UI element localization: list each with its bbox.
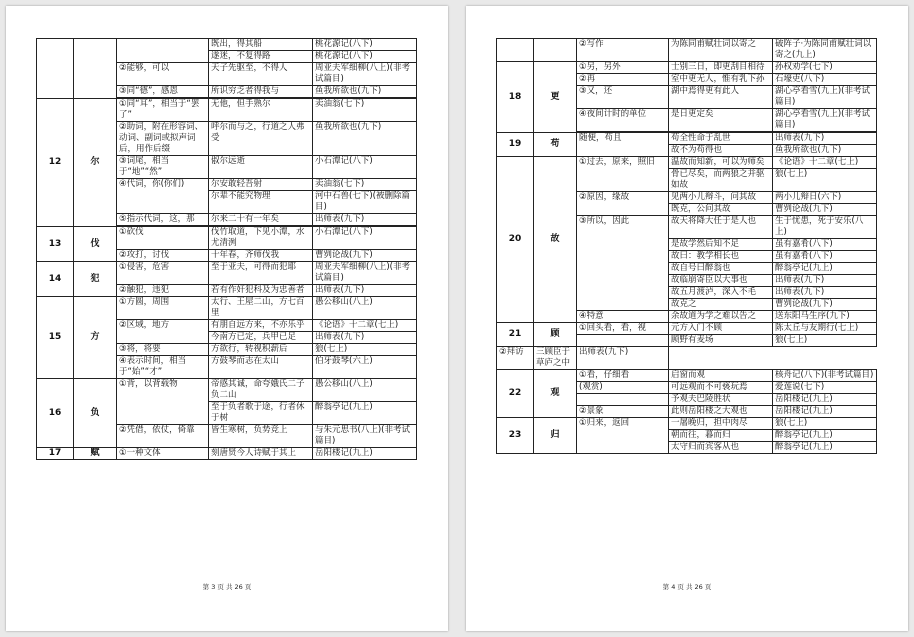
example-sentence-cell: 朝而往，暮而归 bbox=[669, 430, 773, 442]
example-sentence-cell: 故临崩寄臣以大事也 bbox=[669, 275, 773, 287]
example-sentence-cell: 尔辈不能究物理 bbox=[209, 191, 313, 214]
example-sentence-cell: 为陈同甫赋壮词以寄之 bbox=[669, 39, 773, 62]
source-text-cell: 《论语》十二章(七上) bbox=[773, 157, 877, 169]
source-text-cell: 爱莲说(七下) bbox=[773, 382, 877, 394]
table-row bbox=[37, 39, 417, 51]
source-text-cell: 湖心亭看雪(九上)(非考试篇目) bbox=[773, 86, 877, 109]
source-text-cell: 核舟记(八下)(非考试篇目) bbox=[773, 370, 877, 382]
meaning-cell: ③将，将要 bbox=[117, 344, 209, 356]
example-sentence-cell: 士别三日，即更刮目相待 bbox=[669, 62, 773, 74]
source-text-cell: 小石潭记(八下) bbox=[313, 227, 417, 250]
entry-number bbox=[37, 39, 74, 99]
meaning-cell: ②写作 bbox=[577, 39, 669, 62]
example-sentence-cell: 至于负者歌于途，行者休于树 bbox=[209, 402, 313, 425]
meaning-cell bbox=[577, 335, 669, 347]
table-row bbox=[37, 262, 417, 285]
example-sentence-cell: 呼尔而与之，行道之人弗受 bbox=[209, 122, 313, 156]
source-text-cell: 破阵子·为陈同甫赋壮词以寄之(九上) bbox=[773, 39, 877, 62]
entry-number: 14 bbox=[37, 262, 74, 297]
source-text-cell: 送东阳马生序(九下) bbox=[773, 311, 877, 323]
source-text-cell: 出师表(九下) bbox=[313, 214, 417, 226]
source-text-cell: 愚公移山(八上) bbox=[313, 379, 417, 402]
source-text-cell: 出师表(九下) bbox=[773, 133, 877, 145]
example-sentence-cell: 太行、王屋二山，方七百里 bbox=[209, 297, 313, 320]
source-text-cell: 出师表(九下) bbox=[313, 332, 417, 344]
meaning-cell: ①背，以背载物 bbox=[117, 379, 209, 425]
source-text-cell: 鱼我所欲也(九下) bbox=[313, 122, 417, 156]
source-text-cell: 周亚夫军细柳(八上)(非考试篇目) bbox=[313, 63, 417, 86]
source-text-cell: 曹刿论战(九下) bbox=[313, 250, 417, 262]
source-text-cell: 卖油翁(七下) bbox=[313, 99, 417, 122]
entry-number: 18 bbox=[497, 62, 534, 133]
entry-character: 苟 bbox=[534, 133, 577, 157]
entry-character: 尔 bbox=[74, 99, 117, 227]
page-footer: 第 4 页 共 26 页 bbox=[662, 583, 712, 591]
table-row bbox=[37, 297, 417, 320]
vocabulary-table bbox=[496, 38, 877, 454]
example-sentence-cell: 此则岳阳楼之大观也 bbox=[669, 406, 773, 418]
source-text-cell: 曹刿论战(九下) bbox=[773, 204, 877, 216]
entry-number: 22 bbox=[497, 370, 534, 418]
example-sentence-cell: 今南方已定，兵甲已足 bbox=[209, 332, 313, 344]
table-row bbox=[497, 347, 877, 370]
document-page-3 bbox=[6, 6, 448, 631]
meaning-cell: ①一种文体 bbox=[117, 448, 209, 460]
source-text-cell: 出师表(九下) bbox=[577, 347, 669, 370]
example-sentence-cell: 一屠晚归，担中肉尽 bbox=[669, 418, 773, 430]
source-text-cell: 岳阳楼记(九上) bbox=[773, 406, 877, 418]
source-text-cell: 醉翁亭记(九上) bbox=[773, 430, 877, 442]
table-row bbox=[37, 379, 417, 402]
source-text-cell: 醉翁亭记(九上) bbox=[773, 442, 877, 454]
entry-character: 方 bbox=[74, 297, 117, 379]
meaning-cell: ②助词，附在形容词、动词、副词或拟声词后，用作后缀 bbox=[117, 122, 209, 156]
source-text-cell: 伯牙鼓琴(六上) bbox=[313, 356, 417, 379]
meaning-cell: ④特意 bbox=[577, 311, 669, 323]
source-text-cell: 小石潭记(八下) bbox=[313, 156, 417, 179]
example-sentence-cell: 顾野有麦场 bbox=[669, 335, 773, 347]
example-sentence-cell: 元方入门不顾 bbox=[669, 323, 773, 335]
document-page-4 bbox=[466, 6, 908, 631]
example-sentence-cell: 尔安敢轻吾射 bbox=[209, 179, 313, 191]
meaning-cell: ①归来，返回 bbox=[577, 418, 669, 454]
entry-character: 观 bbox=[534, 370, 577, 418]
entry-number: 19 bbox=[497, 133, 534, 157]
entry-character bbox=[74, 39, 117, 99]
example-sentence-cell: 室中更无人，惟有乳下孙 bbox=[669, 74, 773, 86]
source-text-cell: 河中石兽(七下)(被删除篇目) bbox=[313, 191, 417, 214]
meaning-cell bbox=[577, 394, 669, 406]
example-sentence-cell: 皆生寒树，负势竞上 bbox=[209, 425, 313, 448]
entry-number: 20 bbox=[497, 157, 534, 323]
source-text-cell: 石壕吏(八下) bbox=[773, 74, 877, 86]
example-sentence-cell: 尔来二十有一年矣 bbox=[209, 214, 313, 226]
source-text-cell: 孙权劝学(七下) bbox=[773, 62, 877, 74]
example-sentence-cell: 故曰：教学相长也 bbox=[669, 251, 773, 263]
table-row bbox=[497, 323, 877, 335]
meaning-cell: 随便，苟且 bbox=[577, 133, 669, 157]
table-row bbox=[497, 39, 877, 62]
example-sentence-cell: 余故道为学之难以告之 bbox=[669, 311, 773, 323]
source-text-cell: 与朱元思书(八上)(非考试篇目) bbox=[313, 425, 417, 448]
source-text-cell: 岳阳楼记(九上) bbox=[313, 448, 417, 460]
source-text-cell: 岳阳楼记(九上) bbox=[773, 394, 877, 406]
example-sentence-cell: 苟全性命于乱世 bbox=[669, 133, 773, 145]
entry-number: 12 bbox=[37, 99, 74, 227]
meaning-cell: ④夜间计时的单位 bbox=[577, 109, 669, 132]
table-row bbox=[37, 99, 417, 122]
example-sentence-cell: 太守归而宾客从也 bbox=[669, 442, 773, 454]
table-row bbox=[497, 418, 877, 430]
entry-character: 故 bbox=[534, 157, 577, 323]
source-text-cell: 周亚夫军细柳(八上)(非考试篇目) bbox=[313, 262, 417, 285]
source-text-cell: 桃花源记(八下) bbox=[313, 51, 417, 63]
source-text-cell: 狼(七上) bbox=[773, 335, 877, 347]
source-text-cell: 狼(七上) bbox=[313, 344, 417, 356]
example-sentence-cell: 故不为苟得也 bbox=[669, 145, 773, 157]
example-sentence-cell: 无他，但手熟尔 bbox=[209, 99, 313, 122]
example-sentence-cell: 是故学然后知不足 bbox=[669, 239, 773, 251]
meaning-cell: ④代词，你(你们) bbox=[117, 179, 209, 214]
meaning-cell: ②触犯，违犯 bbox=[117, 285, 209, 297]
meaning-cell: ④表示时间，相当于“始”“才” bbox=[117, 356, 209, 379]
meaning-cell: ①看，仔细看 bbox=[577, 370, 669, 382]
meaning-cell: ②能够，可以 bbox=[117, 63, 209, 86]
page-footer: 第 3 页 共 26 页 bbox=[202, 583, 252, 591]
entry-number bbox=[497, 39, 534, 62]
meaning-cell: ①侵害，危害 bbox=[117, 262, 209, 285]
meaning-cell: ②景象 bbox=[577, 406, 669, 418]
example-sentence-cell: 天子先驱至，不得人 bbox=[209, 63, 313, 86]
source-text-cell: 出师表(九下) bbox=[313, 285, 417, 297]
example-sentence-cell: 伐竹取道，下见小潭，水尤清洌 bbox=[209, 227, 313, 250]
example-sentence-cell: 帝感其诚，命夸娥氏二子负二山 bbox=[209, 379, 313, 402]
meaning-cell: ①过去，原来，照旧 bbox=[577, 157, 669, 192]
meaning-cell: ①回头看，看，视 bbox=[577, 323, 669, 335]
source-text-cell: 湖心亭看雪(九上)(非考试篇目) bbox=[773, 109, 877, 132]
meaning-cell: ①同“耳”，相当于“罢了” bbox=[117, 99, 209, 122]
example-sentence-cell: 若有作奸犯科及为忠善者 bbox=[209, 285, 313, 297]
example-sentence-cell: 湖中焉得更有此人 bbox=[669, 86, 773, 109]
meaning-cell: ②区域，地方 bbox=[117, 320, 209, 344]
meaning-cell: ⑤指示代词，这，那 bbox=[117, 214, 209, 226]
example-sentence-cell: 方欲行，转视积薪后 bbox=[209, 344, 313, 356]
example-sentence-cell: 十年春，齐师伐我 bbox=[209, 250, 313, 262]
table-row bbox=[497, 133, 877, 145]
source-text-cell: 鱼我所欲也(九下) bbox=[313, 86, 417, 98]
table-row bbox=[497, 157, 877, 169]
example-sentence-cell: 至于亚夫，可得而犯耶 bbox=[209, 262, 313, 285]
source-text-cell: 两小儿辩日(六下) bbox=[773, 192, 877, 204]
example-sentence-cell: 三顾臣于草庐之中 bbox=[534, 347, 577, 370]
source-text-cell: 卖油翁(七下) bbox=[313, 179, 417, 191]
entry-character: 顾 bbox=[534, 323, 577, 347]
example-sentence-cell: 方鼓琴而志在太山 bbox=[209, 356, 313, 379]
source-text-cell: 出师表(九下) bbox=[773, 275, 877, 287]
source-text-cell: 出师表(九下) bbox=[773, 287, 877, 299]
example-sentence-cell: 有朋自远方来，不亦乐乎 bbox=[209, 320, 313, 332]
entry-character: 伐 bbox=[74, 227, 117, 262]
table-row bbox=[497, 62, 877, 74]
example-sentence-cell: 遂迷，不复得路 bbox=[209, 51, 313, 63]
example-sentence-cell: 温故而知新，可以为师矣 bbox=[669, 157, 773, 169]
entry-number: 21 bbox=[497, 323, 534, 347]
example-sentence-cell: 所识穷乏者得我与 bbox=[209, 86, 313, 98]
example-sentence-cell: 启窗而观 bbox=[669, 370, 773, 382]
source-text-cell: 虽有嘉肴(八下) bbox=[773, 251, 877, 263]
meaning-cell: ③又，还 bbox=[577, 86, 669, 109]
example-sentence-cell: 见两小儿辩斗，问其故 bbox=[669, 192, 773, 204]
meaning-cell: ③所以，因此 bbox=[577, 216, 669, 311]
source-text-cell: 鱼我所欲也(九下) bbox=[773, 145, 877, 157]
example-sentence-cell: 俶尔远逝 bbox=[209, 156, 313, 179]
source-text-cell: 曹刿论战(九下) bbox=[773, 299, 877, 311]
meaning-cell: ③词尾，相当于“地”“然” bbox=[117, 156, 209, 179]
example-sentence-cell: 既克，公问其故 bbox=[669, 204, 773, 216]
meaning-cell: ②拜访 bbox=[497, 347, 534, 370]
source-text-cell: 虽有嘉肴(八下) bbox=[773, 239, 877, 251]
meaning-cell: ③同“德”，感恩 bbox=[117, 86, 209, 98]
example-sentence-cell: 故五月渡泸，深入不毛 bbox=[669, 287, 773, 299]
entry-character: 更 bbox=[534, 62, 577, 133]
meaning-cell: ②原因，缘故 bbox=[577, 192, 669, 216]
entry-character: 归 bbox=[534, 418, 577, 454]
meaning-cell: ②再 bbox=[577, 74, 669, 86]
entry-character: 犯 bbox=[74, 262, 117, 297]
example-sentence-cell: 骨已尽矣，而两狼之并驱如故 bbox=[669, 169, 773, 192]
source-text-cell: 桃花源记(八下) bbox=[313, 39, 417, 51]
source-text-cell: 愚公移山(八上) bbox=[313, 297, 417, 320]
source-text-cell: 狼(七上) bbox=[773, 418, 877, 430]
example-sentence-cell: 刻唐贤今人诗赋于其上 bbox=[209, 448, 313, 460]
entry-character bbox=[534, 39, 577, 62]
table-row bbox=[37, 448, 417, 460]
meaning-cell: ①砍伐 bbox=[117, 227, 209, 250]
meaning-cell: (观赏) bbox=[577, 382, 669, 394]
source-text-cell: 醉翁亭记(九上) bbox=[313, 402, 417, 425]
entry-character: 赋 bbox=[74, 448, 117, 460]
meaning-cell: ②攻打，讨伐 bbox=[117, 250, 209, 262]
meaning-cell: ①方圆，周围 bbox=[117, 297, 209, 320]
entry-number: 13 bbox=[37, 227, 74, 262]
example-sentence-cell: 故自号曰醉翁也 bbox=[669, 263, 773, 275]
entry-number: 15 bbox=[37, 297, 74, 379]
example-sentence-cell: 予观夫巴陵胜状 bbox=[669, 394, 773, 406]
entry-number: 17 bbox=[37, 448, 74, 460]
source-text-cell: 陈太丘与友期行(七上) bbox=[773, 323, 877, 335]
example-sentence-cell: 可远观而不可亵玩焉 bbox=[669, 382, 773, 394]
meaning-cell bbox=[117, 39, 209, 63]
source-text-cell: 生于忧患，死于安乐(八上) bbox=[773, 216, 877, 239]
entry-character: 负 bbox=[74, 379, 117, 448]
entry-number: 23 bbox=[497, 418, 534, 454]
source-text-cell: 醉翁亭记(九上) bbox=[773, 263, 877, 275]
example-sentence-cell: 故克之 bbox=[669, 299, 773, 311]
table-row bbox=[497, 370, 877, 382]
vocabulary-table bbox=[36, 38, 417, 460]
source-text-cell: 狼(七上) bbox=[773, 169, 877, 192]
entry-number: 16 bbox=[37, 379, 74, 448]
table-row bbox=[37, 227, 417, 250]
example-sentence-cell: 既出，得其船 bbox=[209, 39, 313, 51]
source-text-cell: 《论语》十二章(七上) bbox=[313, 320, 417, 332]
example-sentence-cell: 是日更定矣 bbox=[669, 109, 773, 132]
meaning-cell: ①另，另外 bbox=[577, 62, 669, 74]
example-sentence-cell: 故天将降大任于是人也 bbox=[669, 216, 773, 239]
meaning-cell: ②凭借，依仗，倚靠 bbox=[117, 425, 209, 448]
